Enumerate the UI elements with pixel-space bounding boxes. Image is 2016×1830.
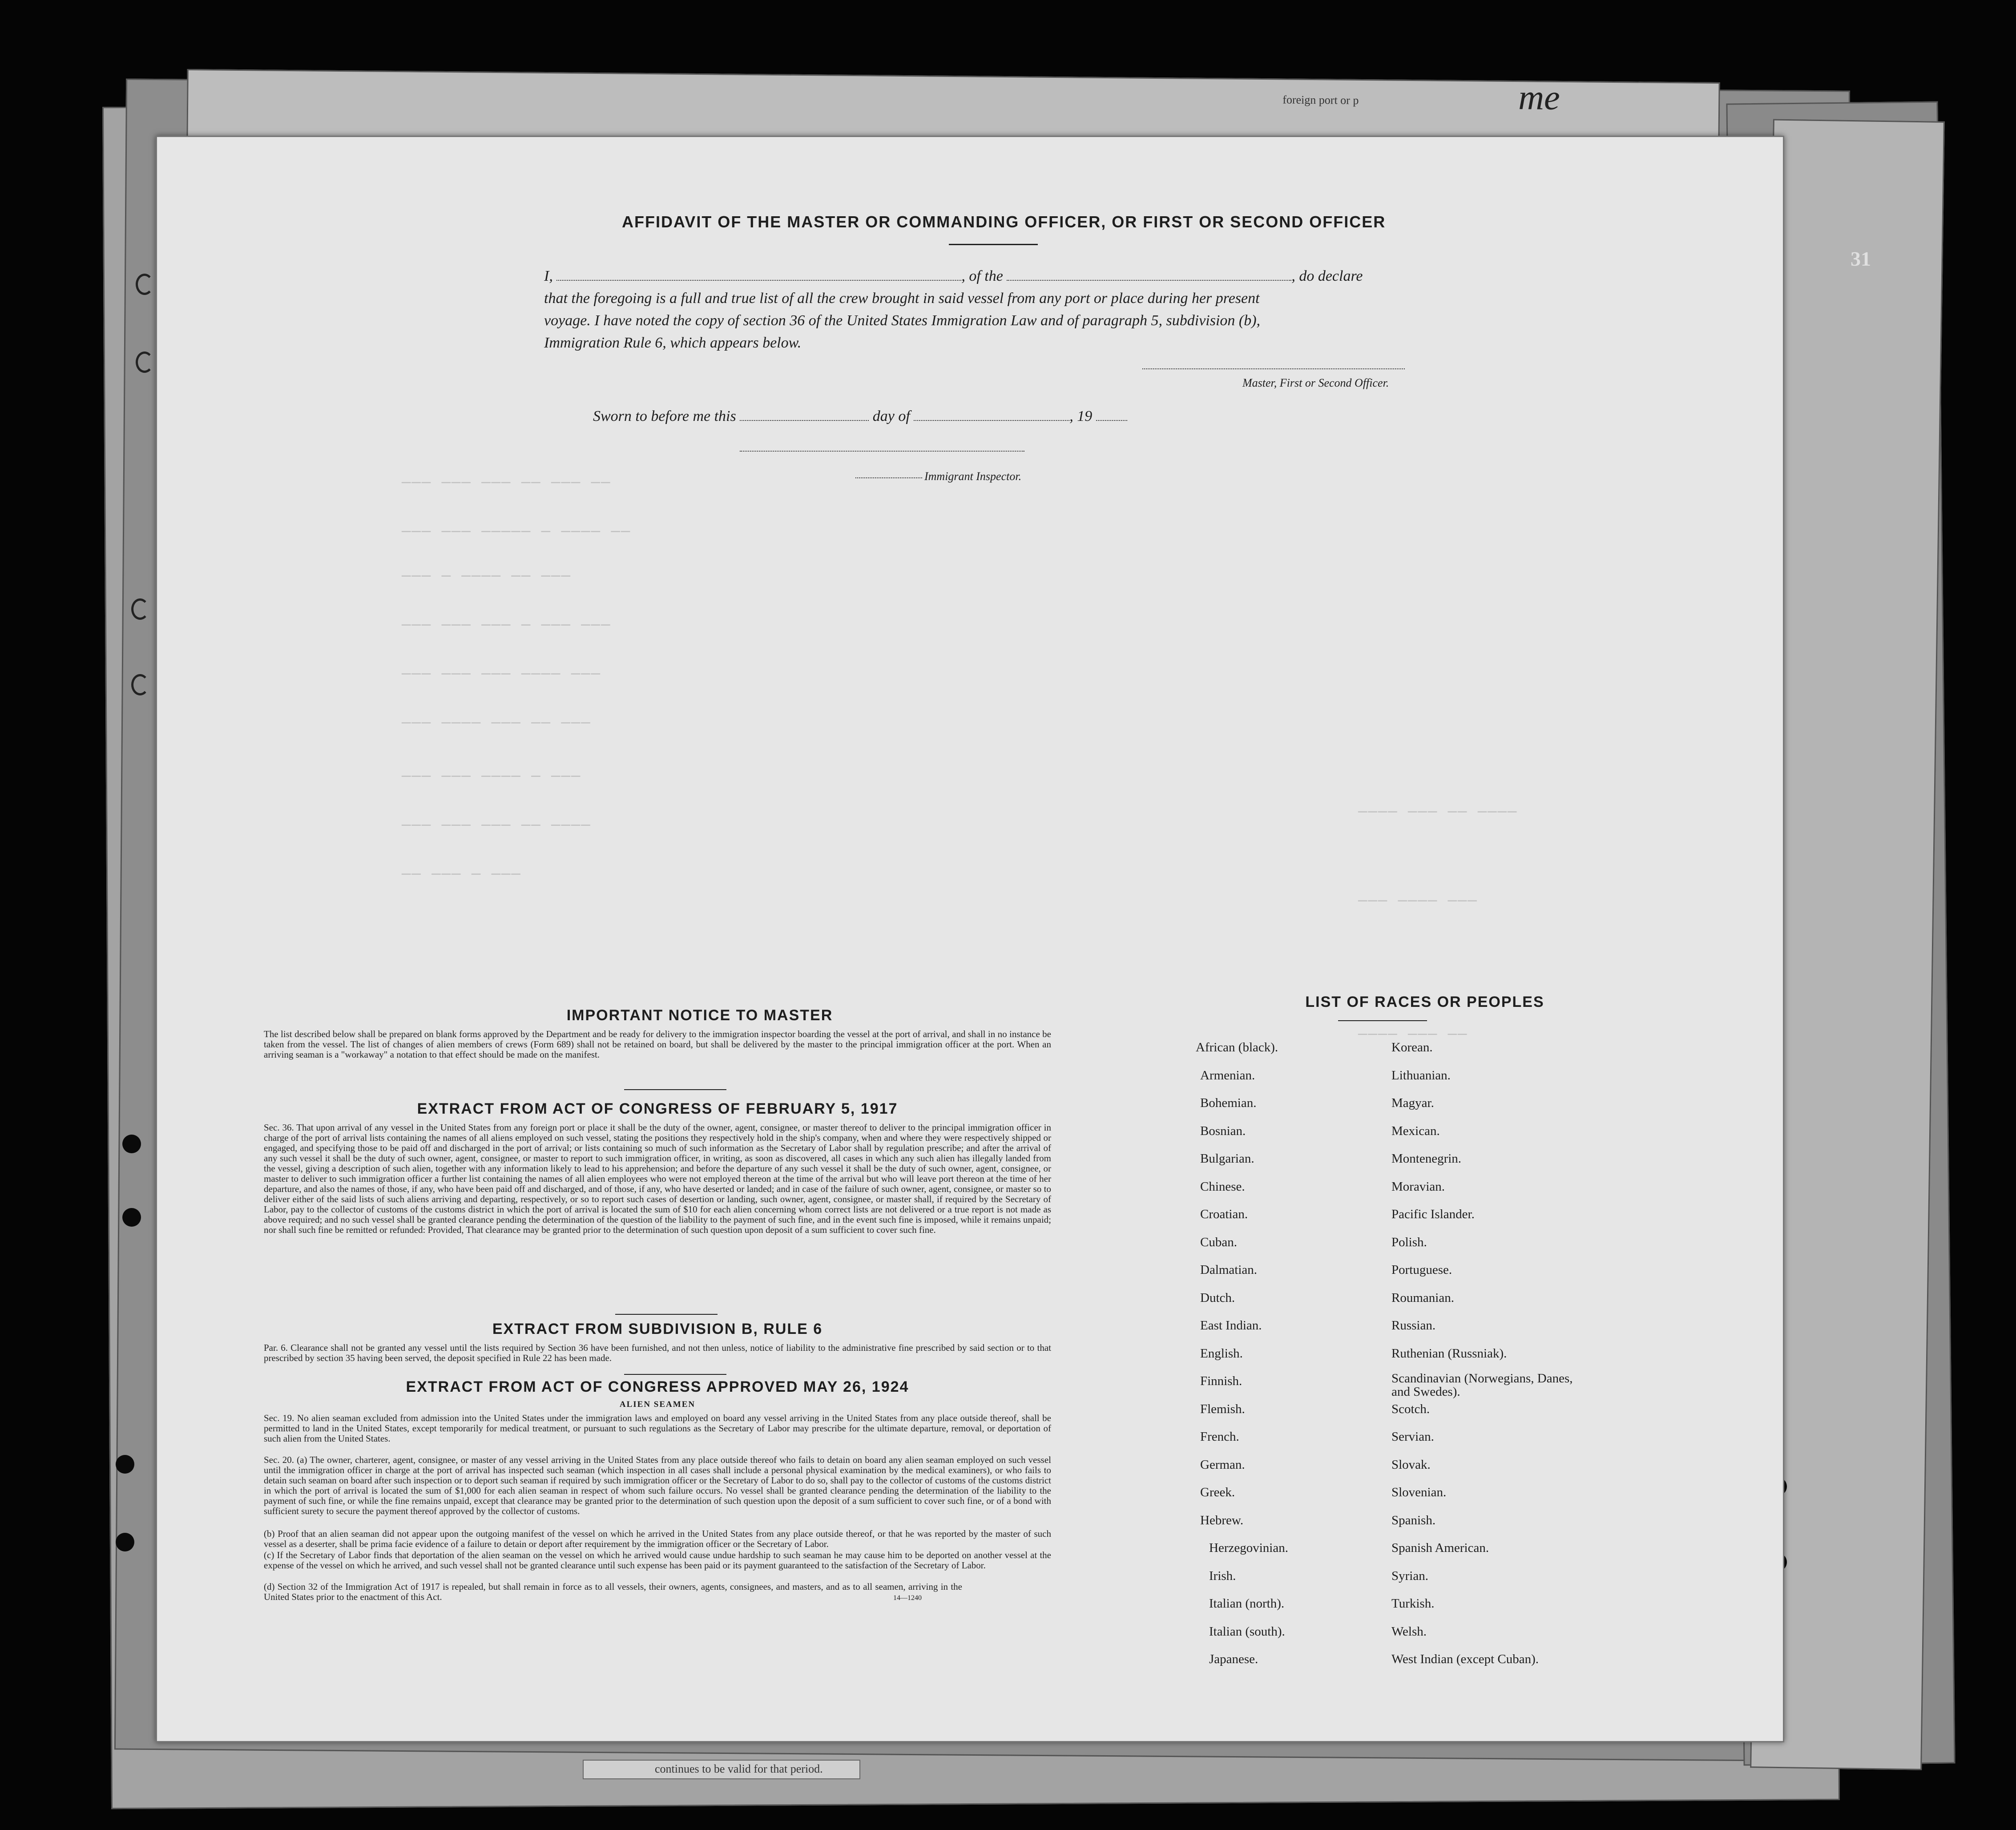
punch-hole (116, 1455, 134, 1474)
punch-hole (116, 1533, 134, 1551)
race-item: Scotch. (1391, 1402, 1430, 1416)
race-item: Cuban. (1200, 1235, 1237, 1249)
affidavit-line-3: voyage. I have noted the copy of section 36 of the United States Immigration Law and of paragraph 5, subdivision (b), (544, 312, 1261, 329)
race-item: Flemish. (1200, 1402, 1245, 1416)
race-item: Bulgarian. (1200, 1151, 1254, 1166)
race-item: Roumanian. (1391, 1290, 1454, 1305)
extract-1924-sec20d: (d) Section 32 of the Immigration Act of 1917 is repealed, but shall remain in force as to all vessels, their owners, agents, consignees, and masters, and as to all seamen, arriving in the United States prior to the enactment of this Act. (264, 1581, 962, 1602)
inspector-dots (855, 477, 922, 478)
inspector-caption: Immigrant Inspector. (924, 470, 1022, 483)
race-item: English. (1200, 1346, 1243, 1361)
bottom-strip-text: continues to be valid for that period. (655, 1762, 823, 1775)
race-item: Chinese. (1200, 1179, 1245, 1194)
notice-text: The list described below shall be prepared on blank forms approved by the Department and be ready for delivery to the immigration inspector boarding the vessel at the port of arrival, and shall in no instance be taken from the vessel. The list of changes of alien members of crews (Form 689) shall not be retained on board, but shall be delivered by the master to the principal immigration officer at the port. When an arriving seaman is a "workaway" a notation to that effect should be made on the manifest. (264, 1029, 1051, 1060)
handwritten-mark: me (1518, 78, 1560, 117)
notice-title: IMPORTANT NOTICE TO MASTER (566, 1007, 833, 1024)
affidavit-line-1 (544, 266, 1567, 287)
race-item: Mexican. (1391, 1123, 1440, 1138)
race-item: West Indian (except Cuban). (1391, 1652, 1539, 1666)
extract-1924-title: EXTRACT FROM ACT OF CONGRESS APPROVED MAY 26, 1924 (406, 1378, 909, 1395)
punch-hole (122, 1135, 141, 1153)
race-item: Moravian. (1391, 1179, 1445, 1194)
extract-rule6-text: Par. 6. Clearance shall not be granted any vessel until the lists required by Section 36 have been furnished, and not then unless, notice of liability to the administrative fine prescribed by said section or to that prescribed by section 35 having been served, the deposit specified in Rule 22 has been made. (264, 1342, 1051, 1363)
extract-1924-sec20b: (b) Proof that an alien seaman did not appear upon the outgoing manifest of the vessel on which he arrived in the United States from any place outside thereof, or that he was reported by the master of such vessel as a deserter, shall be prima facie evidence of a failure to detain or deport after requirement by the immigration officer or the Secretary of Labor. (264, 1528, 1051, 1549)
race-item: Irish. (1209, 1568, 1236, 1583)
race-item: Scandinavian (Norwegians, Danes, and Swedes). (1391, 1371, 1573, 1399)
race-item: Turkish. (1391, 1596, 1435, 1611)
race-item: Dalmatian. (1200, 1263, 1258, 1277)
of-the-label: , of the (961, 268, 1003, 284)
race-item: Greek. (1200, 1485, 1235, 1499)
page-number: 31 (1851, 247, 1871, 270)
sworn-line (593, 406, 1127, 427)
sworn-month-field[interactable] (914, 420, 1069, 421)
race-item: Ruthenian (Russniak). (1391, 1346, 1507, 1361)
race-item: Polish. (1391, 1235, 1427, 1249)
extract-1924-sec20c: (c) If the Secretary of Labor finds that deportation of the alien seaman on the vessel on which he arrived would cause undue hardship to such seaman he may cause him to be deported on another vessel at the expense of the vessel on which he arrived, and such vessel shall not be granted clearance until such expense has been paid or its payment guaranteed to the satisfaction of the Secretary of Labor. (264, 1550, 1051, 1571)
affidavit-form-page: ─── ─── ─── ── ─── ── ─── ─── ───── ─ ──── ── ─── ─ ──── ── ─── ─── ─── ─── ─ ─── ─── ─── ─── ─── ──── ─── ─── ──── ─── ── ─── ─── ─── ──── ─ ─── ─── ─── ─── ── ──── ── ─── ─ ─── ──── ─── ── ──── ─── ──── ─── ──── ─── ── AFFIDAVIT OF THE MASTER OR COMMANDING OFFICER, OR FIRST OR SECOND OFFICER I, , of the , do declare that the foregoing is a full and true list of all the crew brought in said vessel from any port or place during her present voyage. I have noted the copy of section 36 of the United States Immigration Law and of paragraph 5, subdivision (b), Immigration Rule 6, which appears below. Master, First or Second Officer. Sworn to before me this day of , 19 Immigrant Inspector. IMPORTANT NOTICE TO MASTER The list described below shall be prepared on blank forms approved by the Department and be ready for delivery to the immigration inspector boarding the vessel at the port of arrival, and shall in no instance be taken from the vessel. The list of changes of alien members of crews (Form 689) shall not be retained on board, but shall be delivered by the master to the principal immigration officer at the port. When an arriving seaman is a "workaway" a notation to that effect should be made on the manifest. EXTRACT FROM ACT OF CONGRESS OF FEBRUARY 5, 1917 Sec. 36. That upon arrival of any vessel in the United States from any foreign port or place it shall be the duty of the owner, agent, consignee, or master thereof to deliver to the principal immigration officer in charge of the port of arrival lists containing the names of all aliens employed on such vessel, stating the positions they respectively hold in the ship's company, when and where they were respectively shipped or engaged, and specifying those to be paid off and discharged in the port of arrival; or lists containing so much of such information as the Secretary of Labor shall by regulation prescribe; and after the arrival of any such vessel it shall be the duty of such owner, agent, consignee, or master to report to such immigration officer, in writing, as soon as discovered, all cases in which any such alien has illegally landed from the vessel, giving a description of such alien, together with any information likely to lead to his apprehension; and before the departure of any such vessel it shall be the duty of such owner, agent, consignee, or master to deliver to such immigration officer a further list containing the names of all alien employees who were not employed thereon at the time of the arrival but who will leave port thereon at the time of her departure, and also the names of those, if any, who have been paid off and discharged, and of those, if any, who have deserted or landed; and in case of the failure of such owner, agent, consignee, or master so to deliver either of the said lists of such aliens arriving and departing, respectively, or so to report such cases of desertion or landing, such owner, agent, consignee, or master shall, if required by the Secretary of Labor, pay to the collector of customs of the customs district in which the port of arrival is located the sum of $10 for each alien concerning whom correct lists are not delivered or a true report is not made as above required; and no such vessel shall be granted clearance pending the determination of the question of the liability to the payment of such fine, and in the event such fine is imposed, while it remains unpaid; nor shall such fine be remitted or refunded: Provided, That clearance may be granted prior to the determination of such question upon deposit of a sum sufficient to cover such fine. EXTRACT FROM SUBDIVISION B, RULE 6 Par. 6. Clearance shall not be granted any vessel until the lists required by Section 36 have been furnished, and not then unless, notice of liability to the administrative fine prescribed by said section or to that prescribed by section 35 having been served, the deposit specified in Rule 22 has been made. EXTRACT FROM ACT OF CONGRESS APPROVED MAY 26, 1924 ALIEN SEAMEN Sec. 19. No alien seaman excluded from admission into the United States under the immigration laws and employed on board any vessel arriving in the United States from any place outside thereof, shall be permitted to land in the United States, except temporarily for medical treatment, or pursuant to such regulations as the Secretary of Labor may prescribe for the ultimate departure, removal, or deportation of such alien from the United States. Sec. 20. (a) The owner, charterer, agent, consignee, or master of any vessel arriving in the United States from any place outside thereof who fails to detain on board any alien seaman employed on such vessel until the immigration officer in charge at the port of arrival has inspected such seaman (which inspection in all cases shall include a personal physical examination by the medical examiners), or who fails to detain such seaman on board after such inspection or to deport such seaman if required by such immigration officer or the Secretary of Labor to do so, shall pay to the collector of customs of the customs district in which the port of arrival is located the sum of $1,000 for each alien seaman in respect of whom such failure occurs. No vessel shall be granted clearance pending the determination of the liability to the payment of such fine, or while the fine remains unpaid, except that clearance may be granted prior to the determination of such question upon the deposit of a sum sufficient to cover such fine, or of a bond with sufficient surety to secure the payment thereof approved by the collector of customs. (b) Proof that an alien seaman did not appear upon the outgoing manifest of the vessel on which he arrived in the United States from any place outside thereof, or that he was reported by the master of such vessel as a deserter, shall be prima facie evidence of a failure to detain or deport after requirement by the immigration officer or the Secretary of Labor. (c) If the Secretary of Labor finds that deportation of the alien seaman on the vessel on which he arrived would cause undue hardship to such seaman he may cause him to be deported on another vessel at the expense of the vessel on which he arrived, and such vessel shall not be granted clearance until such expense has been paid or its payment guaranteed to the satisfaction of the Secretary of Labor. (d) Section 32 of the Immigration Act of 1917 is repealed, but shall remain in force as to all vessels, their owners, agents, consignees, and masters, and as to all seamen, arriving in the United States prior to the enactment of this Act. 14—1240 LIST OF RACES OR PEOPLES African (black). Armenian. Bohemian. Bosnian. Bulgarian. Chinese. Croatian. Cuban. Dalmatian. Dutch. East Indian. English. Finnish. Flemish. French. German. Greek. Hebrew. Herzegovinian. Irish. Italian (north). Italian (south). Japanese. Korean. Lithuanian. Magyar. Mexican. Montenegrin. Moravian. Pacific Islander. Polish. Portuguese. Roumanian. Russian. Ruthenian (Russniak). Scandinavian (Norwegians, Danes, and Swedes). Scotch. Servian. Slovak. Slovenian. Spanish. Spanish American. Syrian. Turkish. Welsh. West Indian (except Cuban). (156, 136, 1784, 1742)
signature-caption: Master, First or Second Officer. (1242, 376, 1389, 389)
sworn-day-field[interactable] (740, 420, 869, 421)
race-item: German. (1200, 1457, 1245, 1472)
extract-1917-text: Sec. 36. That upon arrival of any vessel in the United States from any foreign port or place it shall be the duty of the owner, agent, consignee, or master thereof to deliver to the principal immigration officer in charge of the port of arrival lists containing the names of all aliens employed on such vessel, stating the positions they respectively hold in the ship's company, when and where they were respectively shipped or engaged, and specifying those to be paid off and discharged in the port of arrival; or lists containing so much of such information as the Secretary of Labor shall by regulation prescribe; and after the arrival of any such vessel it shall be the duty of such owner, agent, consignee, or master to report to such immigration officer, in writing, as soon as discovered, all cases in which any such alien has illegally landed from the vessel, giving a description of such alien, together with any information likely to lead to his apprehension; and before the departure of any such vessel it shall be the duty of such owner, agent, consignee, or master to deliver to such immigration officer a further list containing the names of all alien employees who were not employed thereon at the time of the arrival but who will leave port thereon at the time of her departure, and also the names of those, if any, who have been paid off and discharged, and of those, if any, who have deserted or landed; and in case of the failure of such owner, agent, consignee, or master so to deliver either of the said lists of such aliens arriving and departing, respectively, or so to report such cases of desertion or landing, such owner, agent, consignee, or master shall, if required by the Secretary of Labor, pay to the collector of customs of the customs district in which the port of arrival is located the sum of $10 for each alien concerning whom correct lists are not delivered or a true report is not made as above required; and no such vessel shall be granted clearance pending the determination of the question of the liability to the payment of such fine, and in the event such fine is imposed, while it remains unpaid; nor shall such fine be remitted or refunded: Provided, That clearance may be granted prior to the determination of such question upon deposit of a sum sufficient to cover such fine. (264, 1122, 1051, 1235)
race-item: Russian. (1391, 1318, 1436, 1333)
race-item: Pacific Islander. (1391, 1207, 1475, 1221)
extract-1917-title: EXTRACT FROM ACT OF CONGRESS OF FEBRUARY 5, 1917 (417, 1100, 898, 1117)
master-signature-line[interactable] (1142, 368, 1405, 369)
races-title: LIST OF RACES OR PEOPLES (1305, 994, 1544, 1010)
race-item: Italian (north). (1209, 1596, 1285, 1611)
race-item: Bohemian. (1200, 1096, 1257, 1110)
race-item: Slovak. (1391, 1457, 1431, 1472)
race-item: Dutch. (1200, 1290, 1235, 1305)
bottom-strip (583, 1760, 860, 1779)
back-sheet-top-text: foreign port or p (1282, 93, 1359, 107)
race-item: African (black). (1196, 1040, 1278, 1054)
section-rule (615, 1314, 718, 1315)
punch-hole (136, 274, 153, 295)
race-item: Hebrew. (1200, 1513, 1244, 1527)
affidavit-line-4: Immigration Rule 6, which appears below. (544, 335, 802, 351)
race-item: Spanish American. (1391, 1541, 1489, 1555)
do-declare-label: , do declare (1291, 268, 1363, 284)
race-item: Lithuanian. (1391, 1068, 1451, 1083)
punch-hole (136, 351, 153, 373)
race-item: Finnish. (1200, 1374, 1242, 1388)
punch-hole (122, 1208, 141, 1227)
i-label: I, (544, 268, 553, 284)
extract-rule6-title: EXTRACT FROM SUBDIVISION B, RULE 6 (492, 1321, 823, 1337)
sworn-label: Sworn to before me this (593, 408, 736, 424)
alien-seamen-subtitle: ALIEN SEAMEN (619, 1400, 696, 1409)
race-item: Armenian. (1200, 1068, 1255, 1083)
extract-1924-sec20a: Sec. 20. (a) The owner, charterer, agent, consignee, or master of any vessel arriving in the United States from any place outside thereof who fails to detain on board any alien seaman employed on such vessel until the immigration officer in charge at the port of arrival has inspected such seaman (which inspection in all cases shall include a personal physical examination by the medical examiners), or who fails to detain such seaman on board after such inspection or to deport such seaman if required by such immigration officer or the Secretary of Labor to do so, shall pay to the collector of customs of the customs district in which the port of arrival is located the sum of $1,000 for each alien seaman in respect of whom such failure occurs. No vessel shall be granted clearance pending the determination of the liability to the payment of such fine, or while the fine remains unpaid, except that clearance may be granted prior to the determination of such question upon the deposit of a sum sufficient to cover such fine, or of a bond with sufficient surety to secure the payment thereof approved by the collector of customs. (264, 1454, 1051, 1516)
affidavit-line-2: that the foregoing is a full and true list of all the crew brought in said vessel from any port or place during her present (544, 290, 1260, 307)
race-item: Korean. (1391, 1040, 1433, 1054)
race-item: Croatian. (1200, 1207, 1248, 1221)
vessel-name-field[interactable] (1007, 280, 1291, 281)
affidavit-title: AFFIDAVIT OF THE MASTER OR COMMANDING OFFICER, OR FIRST OR SECOND OFFICER (622, 213, 1386, 231)
sworn-year-field[interactable] (1096, 420, 1127, 421)
race-item: Spanish. (1391, 1513, 1436, 1527)
race-item: Welsh. (1391, 1624, 1427, 1639)
race-item: Slovenian. (1391, 1485, 1447, 1499)
race-item: French. (1200, 1430, 1239, 1444)
master-name-field[interactable] (556, 280, 961, 281)
inspector-signature-line[interactable] (740, 451, 1024, 452)
form-number: 14—1240 (893, 1594, 922, 1602)
race-item: Herzegovinian. (1209, 1541, 1288, 1555)
race-item: Servian. (1391, 1430, 1434, 1444)
race-item: East Indian. (1200, 1318, 1262, 1333)
race-item: Portuguese. (1391, 1263, 1452, 1277)
punch-hole (131, 598, 149, 620)
race-item: Bosnian. (1200, 1123, 1246, 1138)
section-rule (624, 1374, 726, 1375)
race-item: Italian (south). (1209, 1624, 1285, 1639)
year-label: , 19 (1069, 408, 1093, 424)
punch-hole (131, 674, 149, 695)
title-rule (949, 244, 1038, 245)
race-item: Japanese. (1209, 1652, 1258, 1666)
race-item: Montenegrin. (1391, 1151, 1462, 1166)
race-item: Magyar. (1391, 1096, 1434, 1110)
title-rule (1338, 1020, 1427, 1021)
day-of-label: day of (872, 408, 910, 424)
race-item: Syrian. (1391, 1568, 1428, 1583)
extract-1924-sec19: Sec. 19. No alien seaman excluded from admission into the United States under the immigration laws and employed on board any vessel arriving in the United States from any place outside thereof, shall be permitted to land in the United States, except temporarily for medical treatment, or pursuant to such regulations as the Secretary of Labor may prescribe for the ultimate departure, removal, or deportation of such alien from the United States. (264, 1413, 1051, 1444)
section-rule (624, 1089, 726, 1090)
